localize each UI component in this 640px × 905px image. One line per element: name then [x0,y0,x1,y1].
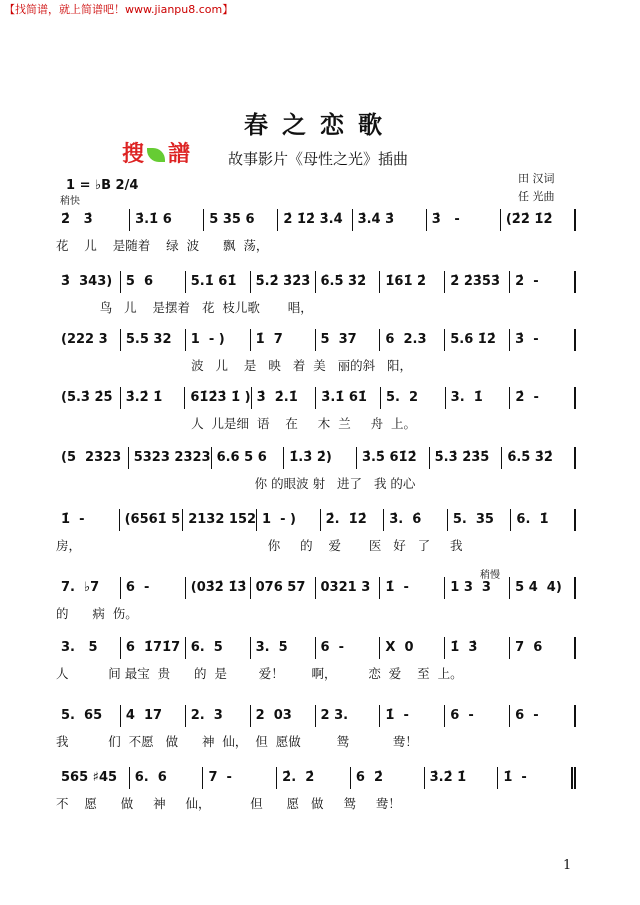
measure: 5.6 1̇2̇ [445,329,510,351]
measure: 6 - [510,705,576,727]
score-row [56,448,576,492]
measure: 2̇ 1̇2̇ 3̇.4̇ [278,209,352,231]
score-row [56,768,576,812]
measure: 3̇.2̇ 1̇ [425,767,499,789]
measure: 6 - [445,705,510,727]
notes-line [56,578,576,598]
measure: 0321 3 [316,577,381,599]
measure: (222 3 [56,329,121,351]
lyrics-line: 不 愿 做 神 仙， 但 愿 做 鸳 鸯！ [56,796,401,811]
measure: 5 4 4) [510,577,576,599]
score-row [56,388,576,432]
composer: 任 光曲 [518,190,555,203]
measure: 3̇.4̇ 3̇ [353,209,427,231]
measure: 3. 5 [56,637,121,659]
lyrics-line: 人 儿是细 语 在 木 兰 舟 上。 [56,416,417,431]
measure: 5 6 [121,271,186,293]
notes-line [56,330,576,350]
measure: 3̇.1̇ 61̇ [316,387,381,409]
lyrics-line: 波 儿 是 映 着 美 丽的斜 阳， [56,358,413,373]
measure: 6̇.5̇ 3̇2̇ [502,447,576,469]
key-signature: 1 = ♭B 2/4 [66,178,139,193]
measure: 1̇.3̇ 2̇) [284,447,357,469]
logo-char: 譜 [168,142,191,167]
measure: 5.5 32 [121,329,186,351]
measure: 5323 2323 [129,447,212,469]
measure: 2̇ - [510,271,576,293]
measure: 3̇.5̇ 61̇2̇ [357,447,430,469]
credits [518,170,555,206]
measure: 1̇61̇ 2̇ [380,271,445,293]
score-row [56,578,576,622]
score-row [56,272,576,316]
measure: 2 03 [251,705,316,727]
measure: 1 - ) [186,329,251,351]
measure: 3. 5 [251,637,316,659]
measure: 3̇ 2̇.1̇ [252,387,317,409]
notes-line [56,510,576,530]
score-row [56,706,576,750]
measure: (5 2323 [56,447,129,469]
logo-char: 搜 [122,142,145,167]
measure: 3̇.1̇ 6 [130,209,204,231]
measure: 2. 3 [186,705,251,727]
measure: 3̇.2̇ 1̇ [121,387,186,409]
measure: 6. 5 [186,637,251,659]
measure: 5. 35 [448,509,512,531]
score-row [56,210,576,254]
notes-line [56,706,576,726]
measure: 2̇ - [510,387,576,409]
lyrics-line: 花 儿 是随着 绿 波 飘 荡， [56,238,269,253]
measure: 3̇ - [427,209,501,231]
measure: 2̇. 1̇2̇ [321,509,385,531]
subtitle: 故事影片《母性之光》插曲 [228,150,409,168]
measure: 2 3. [316,705,381,727]
notes-line [56,448,576,468]
measure: 5 37 [316,329,381,351]
measure: 6 2̇ [351,767,425,789]
measure: 1̇ - [56,509,120,531]
measure: 61̇2̇3̇ 1̇ ) [185,387,251,409]
notes-line [56,388,576,408]
measure: 6. 1̇ [511,509,576,531]
measure: 7 - [203,767,277,789]
measure: X 0 [380,637,445,659]
measure: 7. ♭7 [56,577,121,599]
measure: 2̇ 2̇3̇5̇3̇ [445,271,510,293]
measure: 3. 1̇ [446,387,511,409]
measure: 565 ♯45 [56,767,130,789]
measure: 1̇ - [498,767,576,789]
score-row [56,330,576,374]
page-number: 1 [563,858,572,873]
lyrics-line: 我 们 不愿 做 神 仙， 但 愿做 鸳 鸯！ [56,734,418,749]
measure: 6 - [121,577,186,599]
lyrics-line: 鸟 儿 是摆着 花 枝儿歌 唱， [56,300,313,315]
measure: 5.1̇ 61̇ [186,271,251,293]
measure: 6̇.5̇ 3̇2̇ [316,271,381,293]
lyricist: 田 汉词 [518,172,555,185]
measure: (5.3̇ 2̇5̇ [56,387,121,409]
lyrics-line: 你 的眼波 射 进了 我 的心 [56,476,416,491]
notes-line [56,768,576,788]
measure: 1̇ 3̇ [445,637,510,659]
measure: 5. 2 [381,387,446,409]
measure: 2̇ 3̇ [56,209,130,231]
measure: 3̇. 6̇ [384,509,448,531]
measure: 2132 152 [183,509,257,531]
measure: 6.6 5 6 [212,447,285,469]
tempo-marking: 稍快 [60,196,80,207]
measure: 2̇. 2̇ [277,767,351,789]
measure: 6. 6 [130,767,204,789]
measure: 1̇ - [380,705,445,727]
measure: (2̇2̇ 1̇2̇ [501,209,576,231]
measure: 4 17 [121,705,186,727]
measure: 6 - [316,637,381,659]
measure: 5 35 6 [204,209,278,231]
leaf-icon [147,148,165,162]
measure: 1 3 3 [445,577,510,599]
measure: 076 57 [251,577,316,599]
song-title: 春之恋歌 [244,110,396,139]
measure: 5. 65 [56,705,121,727]
measure: 1 - ) [257,509,321,531]
soupu-logo [122,137,190,168]
lyrics-line: 人 间 最宝 贵 的 是 爱！ 啊， 恋 爱 至 上。 [56,666,463,681]
tempo-change: 稍慢 [480,570,500,581]
score-row [56,510,576,554]
notes-line [56,272,576,292]
notes-line [56,638,576,658]
lyrics-line: 的 病 伤。 [56,606,138,621]
measure: (03̇2̇ 1̇3̇ [186,577,251,599]
measure: 5̇.3̇ 2̇3̇5̇ [430,447,503,469]
notes-line [56,210,576,230]
site-banner[interactable]: 【找简谱，就上简谱吧！www.jianpu8.com】 [4,3,234,16]
measure: 6 1̇71̇7 [121,637,186,659]
measure: 1̇ 7 [251,329,316,351]
measure: 5̇.2̇ 3̇2̇3̇ [251,271,316,293]
lyrics-line: 房， 你 的 爱 医 好 了 我 [56,538,463,553]
measure: 7 6 [510,637,576,659]
score-row [56,638,576,682]
measure: (6561̇ 5 [120,509,184,531]
measure: 1̇ - [380,577,445,599]
measure: 3̇ - [510,329,576,351]
measure: 6 2.3 [380,329,445,351]
measure: 3̇ 343) [56,271,121,293]
